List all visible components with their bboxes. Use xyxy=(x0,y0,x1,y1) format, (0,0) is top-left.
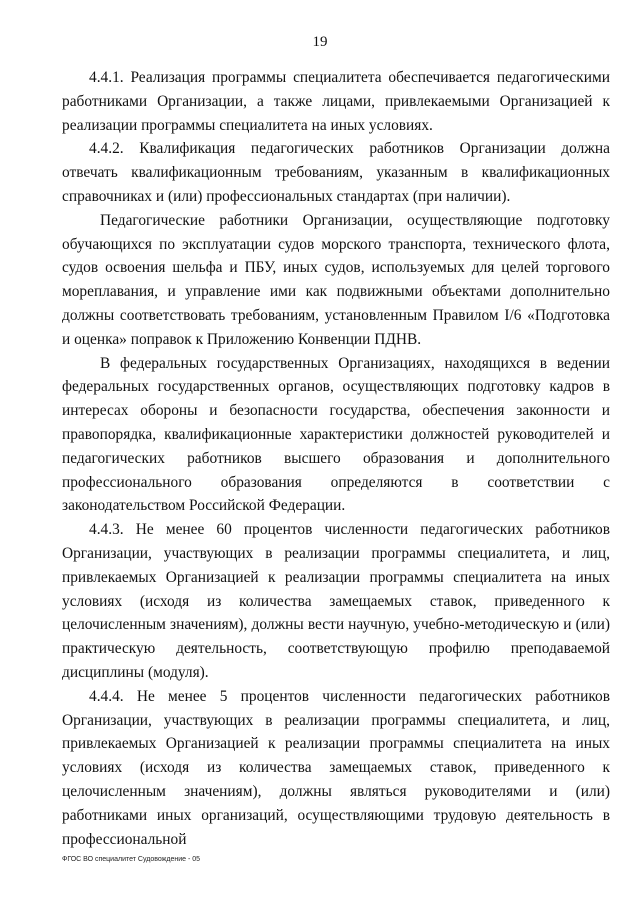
paragraph-4-4-3: 4.4.3. Не менее 60 процентов численности педагогических работников Организации, участвующих в реализации программы специалитета, и лиц, привлекаемых Организацией к реализации программы специалитета на иных условиях (исходя из количества замещаемых ставок, приведенного к целочисленным значениям), должны вести научную, учебно-методическую и (или) практическую деятельность, соответствующую профилю преподаваемой дисциплины (модуля). xyxy=(62,521,610,681)
paragraph-4-4-1: 4.4.1. Реализация программы специалитета обеспечивается педагогическими работниками Организации, а также лицами, привлекаемыми Организацией к реализации программы специалитета на иных условиях. xyxy=(62,69,610,134)
paragraph-federal-organizations: В федеральных государственных Организациях, находящихся в ведении федеральных государственных органов, осуществляющих подготовку кадров в интересах обороны и безопасности государства, обеспечения законности и правопорядка, квалификационные характеристики должностей руководителей и педагогических работников высшего образования и дополнительного профессионального образования определяются в соответствии с законодательством Российской Федерации. xyxy=(62,354,610,515)
paragraph-pedagogical-workers: Педагогические работники Организации, осуществляющие подготовку обучающихся по эксплуатации судов морского транспорта, технического флота, судов освоения шельфа и ПБУ, иных судов, используемых для целей торгового мореплавания, и управление ими как подвижными объектами дополнительно должны соответствовать требованиям, установленным Правилом I/6 «Подготовка и оценка» поправок к Приложению Конвенции ПДНВ. xyxy=(62,211,610,348)
footer-note: ФГОС ВО специалитет Судовождение - 05 xyxy=(62,856,201,863)
paragraph-4-4-4: 4.4.4. Не менее 5 процентов численности педагогических работников Организации, участвующих в реализации программы специалитета, и лиц, привлекаемых Организацией к реализации программы специалитета на иных условиях (исходя из количества замещаемых ставок, приведенного к целочисленным значениям), должны являться руководителями и (или) работниками иных организаций, осуществляющими трудовую деятельность в профессиональной xyxy=(62,687,610,848)
document-body xyxy=(62,66,610,851)
page-number: 19 xyxy=(312,34,328,50)
paragraph-4-4-2: 4.4.2. Квалификация педагогических работников Организации должна отвечать квалификационным требованиям, указанным в квалификационных справочниках и (или) профессиональных стандартах (при наличии). xyxy=(62,140,610,205)
